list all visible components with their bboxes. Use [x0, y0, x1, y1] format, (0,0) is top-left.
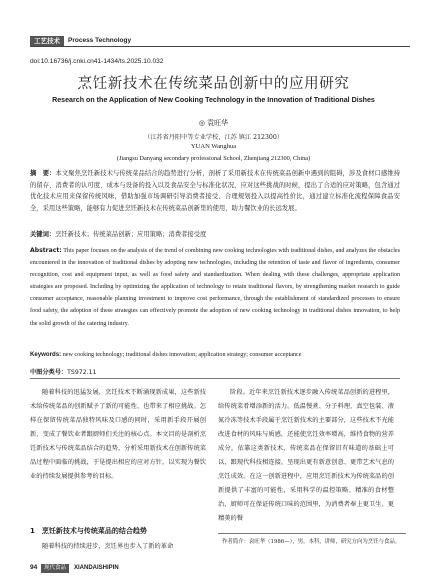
affiliation-en: (Jiangsu Danyang secondary professional School, Zhenjiang 212300, China) [116, 155, 311, 162]
keywords-en [30, 349, 400, 362]
author-zh: ◎ 袁旺华 [198, 119, 229, 127]
clc-value: TS972.11 [67, 369, 97, 376]
body-right-column: 阶段。近年来烹饪新技术逐步融入传统菜品创新的进程里，给传统菜肴增添新的活力。低温慢煮、分子料理、真空包装、液氮冷冻等技术手段属于烹饪新技术的主要部分，这些技术不光能改进食材的风味与质感，还能使烹饪效率增高，维持食物的营养成分，依靠这类新技术，传统菜品在保留旧有味道的基础上可以，跟现代科技相连接，呈现出更有新意创意、更带艺术气息的烹饪成效。在这一创新进程中，应用烹饪新技术为传统菜品的创新提供了丰富的可能性，采用科学的温控策略、精准的食材整治，厨师可在保证传统口味的范围里，为消费者奉上更卫生、更精美的餐 [218, 389, 394, 522]
section-tag: 工艺技术 [30, 36, 64, 46]
title-en: Research on the Application of New Cooking Technology in the Innovation of Traditional Dishes [52, 96, 375, 104]
body-left-column: 随着科技的迅猛发展，烹饪技术不断涌现新成果，这些新技术给传统菜品的创新赋予了新的可能性、也带来了相应挑战。怎样在保留传统菜品独特风味及口感的同时，采用新手段开展创新，变成了餐饮业者跟厨师们关注的核心点。本文目的是剖析烹饪新技术与传统菜品结合的趋势，分析采用新技术在创新传统菜品过程中面临的挑战，于是提出相应的应对方针，以实现为餐饮业的持续发展提供参考的目标。 [30, 389, 206, 480]
title-zh: 烹饪新技术在传统菜品创新中的应用研究 [77, 76, 350, 92]
header-rule [30, 46, 410, 47]
abstract-en-label: Abstract: [30, 247, 62, 254]
journal-tag: 现代食品 [41, 564, 69, 573]
section-title-en: Process Technology [68, 37, 132, 44]
section-header-bar [30, 36, 410, 46]
keywords-en-text: new cooking technology; traditional dishes innovation; application strategy; consumer acceptance [62, 352, 302, 358]
journal-name-en: XIANDAISHIPIN [74, 565, 119, 571]
section-heading-1: 1 烹饪新技术与传统菜品的结合趋势 [30, 527, 147, 535]
abstract-zh-label: 摘 要： [30, 170, 56, 177]
keywords-zh [30, 229, 400, 241]
abstract-en [30, 245, 400, 330]
keywords-zh-text: 烹饪新技术；传统菜品创新；应用策略；消费者接受度 [55, 231, 207, 238]
author-footnote: 作者简介：袁旺华（1986—），男，本科，讲师，研究方向为烹饪与食品。 [222, 539, 401, 545]
affiliation-zh: （江苏省丹阳中等专业学校，江苏 镇江 212300） [144, 134, 283, 141]
divider [30, 378, 400, 379]
author-en: YUAN Wanghua [190, 143, 237, 150]
abstract-zh [30, 168, 400, 226]
keywords-en-label: Keywords: [30, 351, 62, 358]
page-number: 94 [30, 564, 38, 571]
clc-label: 中图分类号： [30, 369, 68, 376]
abstract-zh-text: 本文聚焦烹饪新技术与传统菜品结合的趋势进行分析，剖析了采用新技术在传统菜品创新中遇到的阻碍，涉及食材口感维持的留存、消费者的认可度、成本与设备的投入以及食品安全与标准化状况，应对这些挑战的时候，提出了合适的应对策略，包含通过优化技术应用来保留传统风味，借助加强市场调研引导消费者接受、合理规划投入以提高性价比，通过建立标准化流程保障食品安全，采用这些策略，能够有力促进烹饪新技术在传统菜品创新里的使用，助力餐饮业的长远发展。 [30, 170, 401, 212]
abstract-en-text: This paper focuses on the analysis of the trend of combining new cooking technologies with traditional dishes, and analyzes the obstacles encountered in the innovation of traditional dishes by adopting new technologies, including the retention of taste and flavor of ingredients, consumer recognition, cost and equipment input, as well as food safety and standardization. When dealing with these challenges, appropriate application strategies are proposed. Including by optimizing the application of technology to retain traditional flavors, by strengthening market research to guide consumer acceptance, reasonable planning investment to improve cost performance, through the establishment of standardized processes to ensure food safety, the adoption of these strategies can effectively promote the adoption of new cooking technology in traditional dishes innovation, to help the solid growth of the catering industry. [30, 248, 400, 327]
keywords-zh-label: 关键词： [30, 231, 56, 238]
doi: doi:10.16736/j.cnki.cn41-1434/ts.2025.10.032 [30, 58, 164, 65]
clc-number [30, 367, 400, 379]
body-left-column-continued: 随着科技的持续进步，烹饪界也步入了新的革命 [42, 543, 174, 550]
page-footer [30, 564, 410, 573]
footnote-rule [218, 533, 406, 534]
